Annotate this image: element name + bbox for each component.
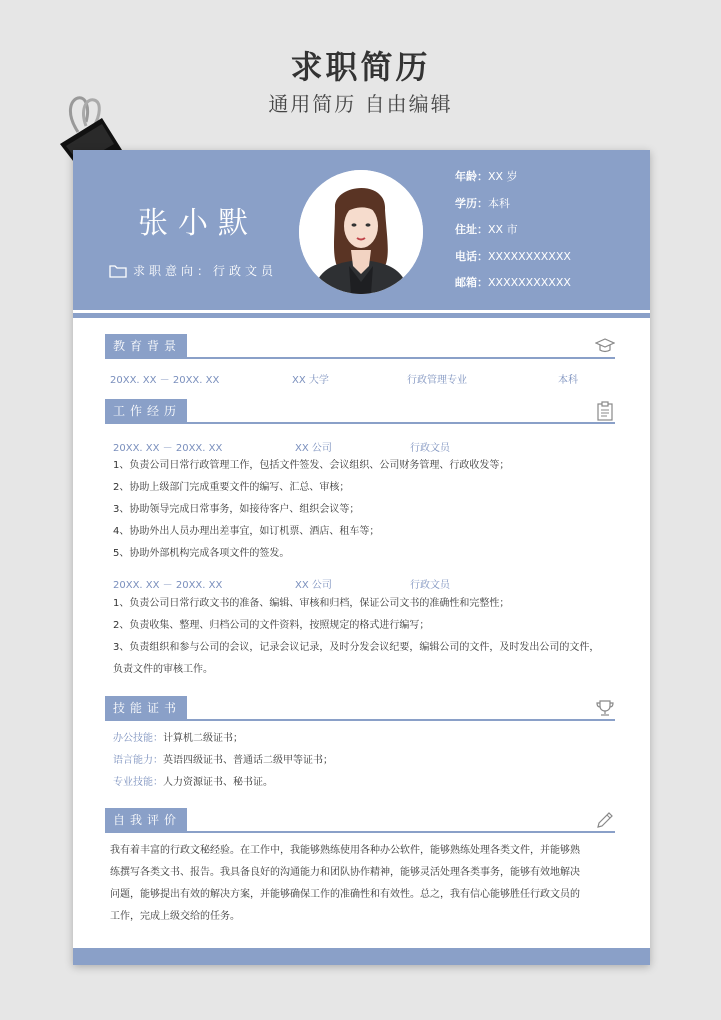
job-1-duties: 1、负责公司日常行政管理工作，包括文件签发、会议组织、公司财务管理、行政收发等； 2、协助上级部门完成重要文件的编写、汇总、审核； 3、协助领导完成日常事务，如接待客户、组织会议等； 4、协助外出人员办理出差事宜，如订机票、酒店、租车等； 5、协助外部机构完成各项文件的签发。 [113,460,510,559]
resume-header [73,150,650,310]
candidate-name: 张小默 [138,206,258,241]
folder-icon [109,264,127,278]
section-title: 自我评价 [105,808,187,832]
pencil-icon [595,810,615,830]
info-email: 邮箱：XXXXXXXXXXX [455,276,571,289]
section-title: 教育背景 [105,334,187,358]
section-work [105,399,615,425]
header-divider [73,313,650,318]
skill-item: 语言能力：英语四级证书、普通话二级甲等证书； [113,755,333,766]
personal-info [455,170,571,303]
skills-list [113,728,623,794]
info-age: 年龄：XX 岁 [455,170,518,183]
self-evaluation-text: 我有着丰富的行政文秘经验。在工作中，我能够熟练使用各种办公软件，能够熟练处理各类文件，并能够熟 练撰写各类文书、报告。我具备良好的沟通能力和团队协作精神，能够灵活处理各类事务，能够有效地解决 问题，能够提出有效的解决方案，并能够确保工作的准确性和有效性。总之，我有信心能够胜任行政文员的 工作，完成上级交给的任务。 [110,845,580,922]
job-intent [109,262,277,279]
graduation-cap-icon [595,336,615,356]
skill-item: 专业技能：人力资源证书、秘书证。 [113,777,273,788]
section-title: 工作经历 [105,399,187,423]
footer-bar [73,948,650,965]
banner-title: 求职简历 [290,48,431,86]
job-2-duties: 1、负责公司日常行政文书的准备、编辑、审核和归档，保证公司文书的准确性和完整性； 2、负责收集、整理、归档公司的文件资料，按照规定的格式进行编写； 3、负责组织和参与公司的会议，记录会议记录，及时分发会议纪要，编辑公司的文件，及时发出公司的文件， 负责文件的审核工作。 [113,598,600,675]
section-self-evaluation [105,808,615,834]
section-skills [105,696,615,722]
info-address: 住址：XX 市 [455,223,518,236]
clipboard-icon [595,401,615,421]
avatar [299,170,423,294]
section-education [105,334,615,360]
section-title: 技能证书 [105,696,187,720]
job-intent-text: 求职意向：行政文员 [133,264,278,278]
info-phone: 电话：XXXXXXXXXXX [455,249,571,263]
banner-subtitle: 通用简历 自由编辑 [268,92,453,116]
portrait-illustration [299,170,423,294]
skill-item: 办公技能：计算机二级证书； [113,733,243,744]
trophy-icon [595,698,615,718]
resume-page: 张小默 求职意向：行政文员 年龄：XX 岁 学历：本科 住址：XX 市 电话：XXXXXXXXXXX 邮箱：XXXXXXXXXXX 教育背景 20XX. XX － 20XX. XX XX 大学 行政管理专业 本科 工作经历 20XX. XX － 20XX. XX XX 公司 行政文员 1、负责公司日常行政管理工作，包括文件签发、会议组织、公司财务管理、行政收发等； 2、协助上级部门完成重要文件的编写、汇总、审核； 3、协助领导完成日常事务，如接待客户、组织会议等； 4、协助外出人员办理出差事宜，如订机票、酒店、租车等； 5、协助外部机构完成各项文件的签发。 20XX. XX － 20XX. XX XX 公司 行政文员 1、负责公司日常行政文书的准备、编辑、审核和归档，保证公司文书的准确性和完整性； 2、负责收集、整理、归档公司的文件资料，按照规定的格式进行编写； 3、负责组织和参与公司的会议，记录会议记录，及时分发会议纪要，编辑公司的文件，及时发出公司的文件， 负责文件的审核工作。 技能证书 办公技能：计算机二级证书； 语言能力：英语四级证书、普通话二级甲等证书； 专业技能：人力资源证书、秘书证。 自我评价 我有着丰富的行政文秘经验。在工作中，我能够熟练使用各种办公软件，能够熟练处理各类文件，并能够熟 练撰写各类文书、报告。我具备良好的沟通能力和团队协作精神，能够灵活处理各类事务，能够有效地解决 问题，能够提出有效的解决方案，并能够确保工作的准确性和有效性。总之，我有信心能够胜任行政文员的 工作，完成上级交给的任务。 [73,150,650,965]
info-education: 学历：本科 [455,196,510,210]
